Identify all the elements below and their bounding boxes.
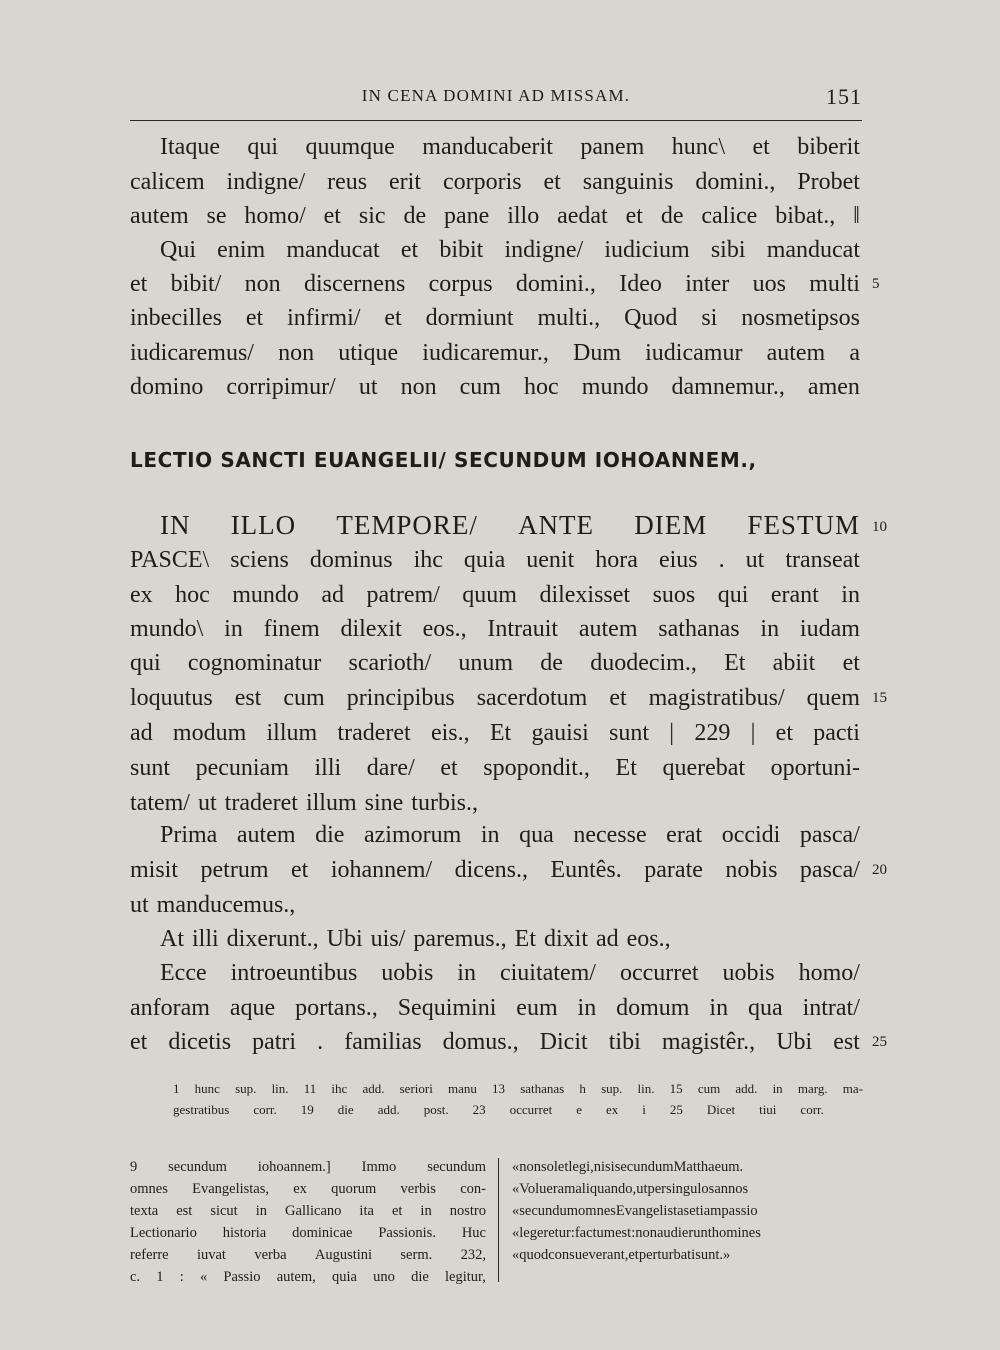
commentary-line: referre iuvat verba Augustini serm. 232, bbox=[130, 1247, 486, 1263]
gospel-line: IN ILLO TEMPORE/ ANTE DIEM FESTUM bbox=[160, 510, 860, 540]
commentary-line: « non solet legi, nisi secundum Matthaeum. bbox=[512, 1159, 744, 1175]
epistle-line: Qui enim manducat et bibit indigne/ iudicium sibi manducat bbox=[160, 237, 860, 263]
gospel-line: tatem/ ut traderet illum sine turbis., bbox=[130, 790, 478, 816]
gospel-line: ad modum illum traderet eis., Et gauisi sunt | 229 | et pacti bbox=[130, 720, 860, 746]
margin-line-number: 25 bbox=[872, 1034, 887, 1050]
commentary-line: c. 1 : « Passio autem, quia uno die legitur, bbox=[130, 1269, 486, 1285]
epistle-line: et bibit/ non discernens corpus domini., Ideo inter uos multi bbox=[130, 271, 860, 297]
commentary-line: « quod consueverant, et perturbati sunt. » bbox=[512, 1247, 731, 1263]
commentary-line: « Volueram aliquando, ut per singulos annos bbox=[512, 1181, 749, 1197]
gospel-line: loquutus est cum principibus sacerdotum et magistratibus/ quem bbox=[130, 685, 860, 711]
commentary-line: « secundum omnes Evangelistas etiam passio bbox=[512, 1203, 758, 1219]
gospel-line: anforam aque portans., Sequimini eum in domum in qua intrat/ bbox=[130, 995, 860, 1021]
commentary-line: Lectionario historia dominicae Passionis. Huc bbox=[130, 1225, 486, 1241]
epistle-line: iudicaremus/ non utique iudicaremur., Dum iudicamur autem a bbox=[130, 340, 860, 366]
running-head bbox=[130, 84, 862, 114]
gospel-line: et dicetis patri . familias domus., Dicit tibi magistêr., Ubi est bbox=[130, 1029, 860, 1055]
epistle-line: inbecilles et infirmi/ et dormiunt multi., Quod si nosmetipsos bbox=[130, 305, 860, 331]
margin-line-number: 10 bbox=[872, 519, 887, 535]
gospel-line: ut manducemus., bbox=[130, 892, 296, 918]
commentary-left-column bbox=[130, 1156, 486, 1288]
variant-note-line: gestratibus corr. 19 die add. post. 23 occurret e ex i 25 Dicet tiui corr. bbox=[173, 1102, 824, 1117]
header-rule bbox=[130, 120, 862, 121]
gospel-line: Ecce introeuntibus uobis in ciuitatem/ occurret uobis homo/ bbox=[160, 960, 860, 986]
margin-line-number: 15 bbox=[872, 690, 887, 706]
margin-line-number: 5 bbox=[872, 276, 880, 292]
running-title: IN CENA DOMINI AD MISSAM. bbox=[361, 86, 631, 105]
gospel-line: PASCE\ sciens dominus ihc quia uenit hora eius . ut transeat bbox=[130, 547, 860, 573]
gospel-line: mundo\ in finem dilexit eos., Intrauit autem sathanas in iudam bbox=[130, 616, 860, 642]
gospel-line: At illi dixerunt., Ubi uis/ paremus., Et dixit ad eos., bbox=[160, 926, 671, 952]
commentary-line: 9 secundum iohoannem.] Immo secundum bbox=[130, 1159, 486, 1175]
gospel-line: misit petrum et iohannem/ dicens., Euntês. parate nobis pasca/ bbox=[130, 857, 860, 883]
commentary-line: « legeretur: factum est : non audierunt homines bbox=[512, 1225, 761, 1241]
epistle-line: autem se homo/ et sic de pane illo aedat et de calice bibat., ‖ bbox=[130, 203, 860, 229]
epistle-line: calicem indigne/ reus erit corporis et sanguinis domini., Probet bbox=[130, 169, 860, 195]
gospel-line: qui cognominatur scarioth/ unum de duodecim., Et abiit et bbox=[130, 650, 860, 676]
margin-line-number: 20 bbox=[872, 862, 887, 878]
gospel-line: ex hoc mundo ad patrem/ quum dilexisset suos qui erant in bbox=[130, 582, 860, 608]
variant-note-line: 1 hunc sup. lin. 11 ihc add. seriori manu 13 sathanas h sup. lin. 15 cum add. in marg. ma- bbox=[173, 1081, 863, 1096]
gospel-line: sunt pecuniam illi dare/ et spopondit., Et querebat oportuni- bbox=[130, 755, 860, 781]
commentary-line: texta est sicut in Gallicano ita et in nostro bbox=[130, 1203, 486, 1219]
epistle-line: domino corripimur/ ut non cum hoc mundo damnemur., amen bbox=[130, 374, 860, 400]
page-number: 151 bbox=[826, 84, 862, 109]
commentary-line: omnes Evangelistas, ex quorum verbis con- bbox=[130, 1181, 486, 1197]
epistle-line: Itaque qui quumque manducaberit panem hunc\ et biberit bbox=[160, 134, 860, 160]
gospel-line: Prima autem die azimorum in qua necesse erat occidi pasca/ bbox=[160, 822, 860, 848]
commentary-right-column bbox=[512, 1156, 864, 1266]
section-heading: LECTIO SANCTI EUANGELII/ SECUNDUM IOHOANNEM., bbox=[130, 448, 757, 472]
column-divider bbox=[498, 1158, 499, 1282]
